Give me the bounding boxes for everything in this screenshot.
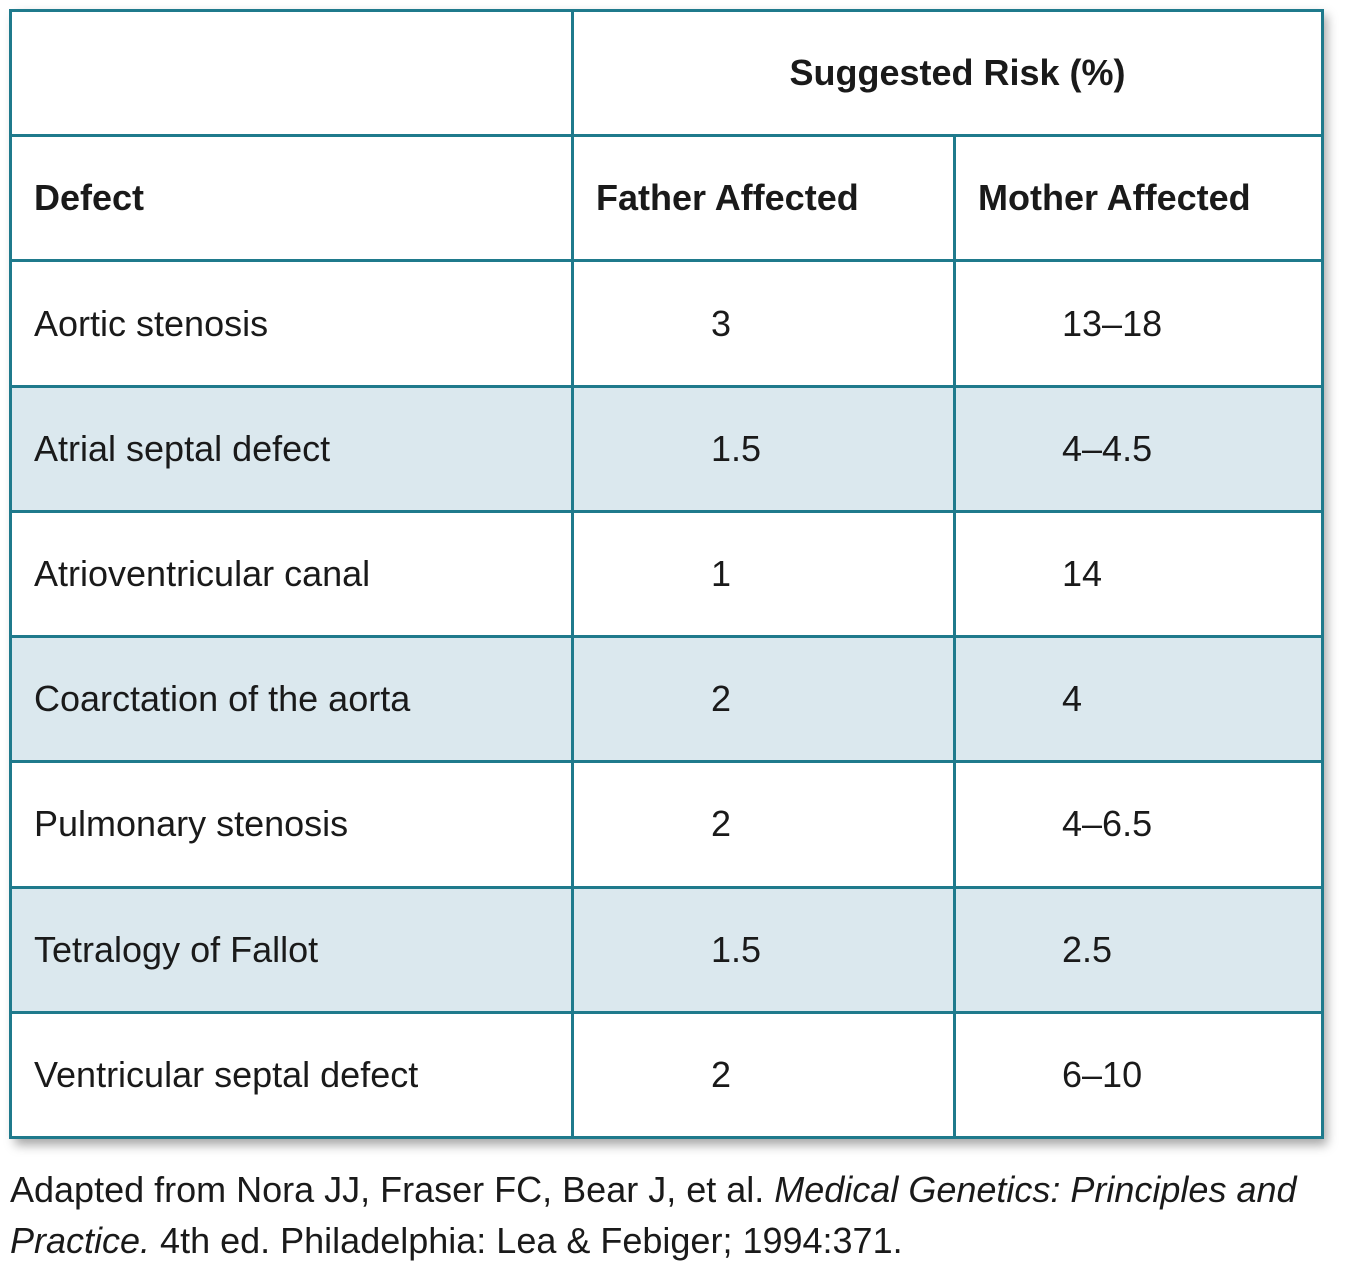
defect-cell: Pulmonary stenosis bbox=[11, 762, 573, 887]
father-risk-cell: 2 bbox=[573, 637, 955, 762]
defect-column-header: Defect bbox=[11, 136, 573, 261]
table-row bbox=[11, 1012, 1323, 1137]
risk-table bbox=[9, 9, 1324, 1139]
father-risk-cell: 3 bbox=[573, 261, 955, 386]
group-header-row bbox=[11, 11, 1323, 136]
mother-risk-cell: 13–18 bbox=[955, 261, 1323, 386]
table-row bbox=[11, 261, 1323, 386]
mother-risk-cell: 2.5 bbox=[955, 887, 1323, 1012]
defect-cell: Atrioventricular canal bbox=[11, 511, 573, 636]
empty-header-cell bbox=[11, 11, 573, 136]
mother-risk-cell: 4 bbox=[955, 637, 1323, 762]
suggested-risk-header: Suggested Risk (%) bbox=[573, 11, 1323, 136]
father-risk-cell: 2 bbox=[573, 762, 955, 887]
father-risk-cell: 1 bbox=[573, 511, 955, 636]
risk-table-container bbox=[9, 9, 1321, 1139]
citation-book-title: Medical Genetics: Principles and Practice. bbox=[10, 1169, 1297, 1261]
citation-suffix: 4th ed. Philadelphia: Lea & Febiger; 1994:371. bbox=[150, 1220, 903, 1261]
father-risk-cell: 1.5 bbox=[573, 386, 955, 511]
table-row bbox=[11, 762, 1323, 887]
defect-cell: Coarctation of the aorta bbox=[11, 637, 573, 762]
column-header-row bbox=[11, 136, 1323, 261]
father-column-header: Father Affected bbox=[573, 136, 955, 261]
defect-cell: Aortic stenosis bbox=[11, 261, 573, 386]
defect-cell: Tetralogy of Fallot bbox=[11, 887, 573, 1012]
source-citation bbox=[10, 1164, 1360, 1266]
table-row bbox=[11, 887, 1323, 1012]
table-row bbox=[11, 511, 1323, 636]
table-row bbox=[11, 386, 1323, 511]
father-risk-cell: 1.5 bbox=[573, 887, 955, 1012]
defect-cell: Ventricular septal defect bbox=[11, 1012, 573, 1137]
defect-cell: Atrial septal defect bbox=[11, 386, 573, 511]
citation-prefix: Adapted from Nora JJ, Fraser FC, Bear J, et al. bbox=[10, 1169, 775, 1210]
mother-column-header: Mother Affected bbox=[955, 136, 1323, 261]
mother-risk-cell: 4–4.5 bbox=[955, 386, 1323, 511]
mother-risk-cell: 6–10 bbox=[955, 1012, 1323, 1137]
table-row bbox=[11, 637, 1323, 762]
mother-risk-cell: 14 bbox=[955, 511, 1323, 636]
father-risk-cell: 2 bbox=[573, 1012, 955, 1137]
mother-risk-cell: 4–6.5 bbox=[955, 762, 1323, 887]
